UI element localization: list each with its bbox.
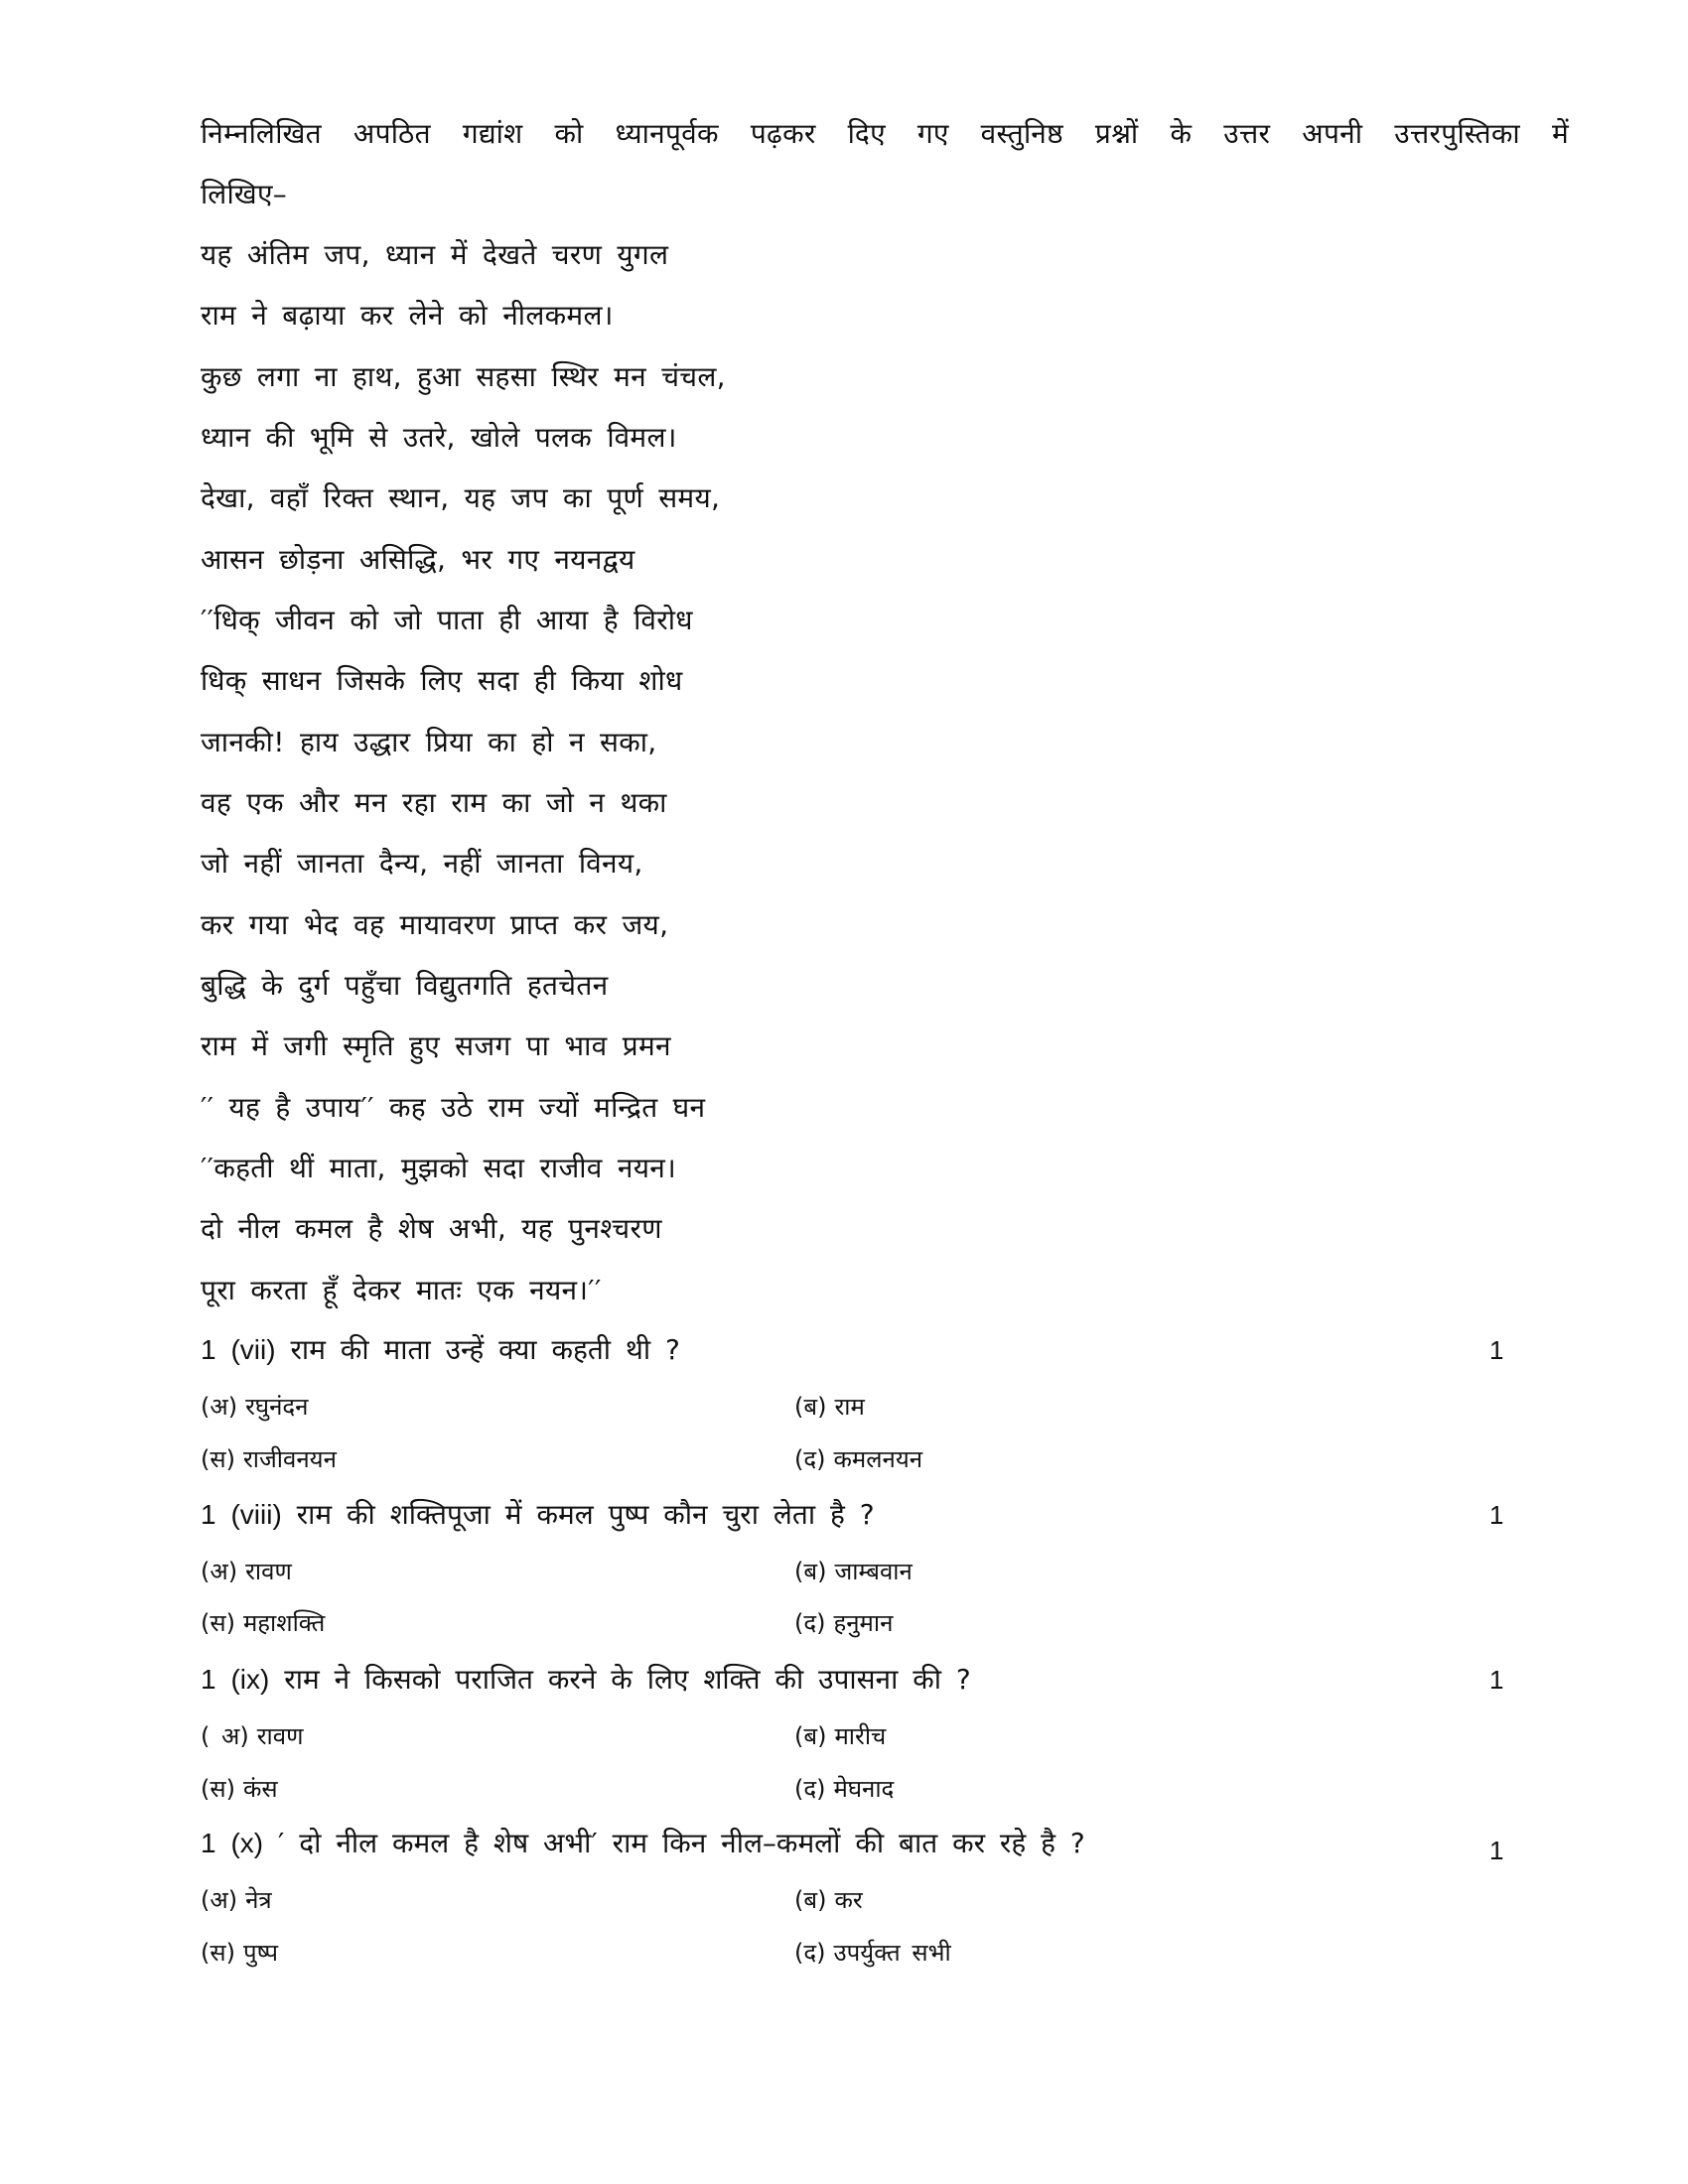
poem-line: ′′कहती थीं माता, मुझको सदा राजीव नयन। <box>201 1152 677 1184</box>
question-label: राम की माता उन्हें क्या कहती थी ? <box>290 1333 680 1366</box>
option-text: महाशक्ति <box>242 1609 326 1637</box>
option-c <box>201 1606 325 1640</box>
option-text: राम <box>834 1393 865 1421</box>
option-label: (स) <box>201 1445 235 1473</box>
option-b <box>794 1390 865 1424</box>
option-text: मारीच <box>834 1722 887 1750</box>
instruction-line-1: निम्नलिखित अपठित गद्यांश को ध्यानपूर्वक पढ़कर दिए गए वस्तुनिष्ठ प्रश्नों के उत्तर अपनी उत्तरपुस्तिका में <box>201 117 1569 150</box>
poem-line: आसन छोड़ना असिद्धि, भर गए नयनद्वय <box>201 543 635 576</box>
poem-line: जानकी! हाय उद्धार प्रिया का हो न सका, <box>201 726 657 758</box>
poem-line: राम में जगी स्मृति हुए सजग पा भाव प्रमन <box>201 1029 671 1062</box>
question-number: 1 <box>201 1664 216 1695</box>
option-d <box>794 1442 922 1476</box>
poem-line: पूरा करता हूँ देकर मातः एक नयन।′′ <box>201 1274 602 1306</box>
poem-line: दो नील कमल है शेष अभी, यह पुनश्चरण <box>201 1212 662 1245</box>
question-label: राम की शक्तिपूजा में कमल पुष्प कौन चुरा लेता है ? <box>296 1498 875 1531</box>
question-roman: (x) <box>230 1828 264 1858</box>
question-text <box>201 1330 680 1370</box>
question-text <box>201 1824 1085 1863</box>
question-marks: 1 <box>1489 1500 1504 1530</box>
poem-line: ′′धिक् जीवन को जो पाता ही आया है विरोध <box>201 604 693 636</box>
option-label: (ब) <box>794 1886 827 1914</box>
option-a <box>201 1883 272 1917</box>
question-text <box>201 1495 875 1535</box>
poem-line: यह अंतिम जप, ध्यान में देखते चरण युगल <box>201 238 669 271</box>
poem-line: जो नहीं जानता दैन्य, नहीं जानता विनय, <box>201 847 643 880</box>
option-text: उपर्युक्त सभी <box>833 1939 951 1967</box>
question-roman: (vii) <box>230 1334 276 1365</box>
option-text: नेत्र <box>245 1886 272 1914</box>
poem-line: वह एक और मन रहा राम का जो न थका <box>201 786 667 819</box>
option-label: (द) <box>794 1609 826 1637</box>
option-text: राजीवनयन <box>242 1445 337 1473</box>
question-text <box>201 1660 971 1700</box>
option-d <box>794 1606 893 1640</box>
option-text: पुष्प <box>242 1939 278 1967</box>
question-number: 1 <box>201 1334 216 1365</box>
option-c <box>201 1442 337 1476</box>
option-label: (ब) <box>794 1558 827 1585</box>
option-label: (ब) <box>794 1722 827 1750</box>
option-b <box>794 1555 913 1588</box>
option-d <box>794 1772 894 1806</box>
option-text: जाम्बवान <box>834 1558 913 1585</box>
poem-line: बुद्धि के दुर्ग पहुँचा विद्युतगति हतचेतन <box>201 969 609 1002</box>
option-text: रावण <box>245 1558 292 1585</box>
poem-line: ध्यान की भूमि से उतरे, खोले पलक विमल। <box>201 421 677 454</box>
option-a <box>201 1719 303 1753</box>
poem-line: राम ने बढ़ाया कर लेने को नीलकमल। <box>201 299 614 332</box>
option-b <box>794 1883 863 1917</box>
option-label: (द) <box>794 1939 826 1967</box>
option-label: (द) <box>794 1775 826 1803</box>
question-roman: (ix) <box>230 1664 270 1695</box>
option-text: कमलनयन <box>833 1445 923 1473</box>
option-text: हनुमान <box>833 1609 894 1637</box>
question-marks: 1 <box>1489 1836 1504 1865</box>
option-label: (स) <box>201 1775 235 1803</box>
instruction-line-2: लिखिए– <box>201 178 288 210</box>
poem-line: धिक् साधन जिसके लिए सदा ही किया शोध <box>201 664 683 697</box>
question-roman: (viii) <box>230 1499 282 1530</box>
question-number: 1 <box>201 1828 216 1858</box>
option-label: (द) <box>794 1445 826 1473</box>
option-text: रघुनंदन <box>245 1393 309 1421</box>
option-label: (ब) <box>794 1393 827 1421</box>
poem-line: देखा, वहाँ रिक्त स्थान, यह जप का पूर्ण समय, <box>201 481 721 514</box>
poem-line: ′′ यह है उपाय′′ कह उठे राम ज्यों मन्द्रित घन <box>201 1091 706 1124</box>
option-d <box>794 1936 951 1970</box>
option-c <box>201 1772 278 1806</box>
question-label: ′ दो नील कमल है शेष अभी′ राम किन नील–कमलों की बात कर रहे है ? <box>278 1827 1085 1859</box>
poem-line: कर गया भेद वह मायावरण प्राप्त कर जय, <box>201 908 669 941</box>
question-marks: 1 <box>1489 1335 1504 1365</box>
option-label: (अ) <box>201 1886 238 1914</box>
question-number: 1 <box>201 1499 216 1530</box>
option-label: (स) <box>201 1609 235 1637</box>
option-label: (अ) <box>201 1558 238 1585</box>
question-label: राम ने किसको पराजित करने के लिए शक्ति की उपासना की ? <box>284 1663 971 1696</box>
option-a <box>201 1390 308 1424</box>
option-text: रावण <box>256 1722 304 1750</box>
option-label: ( अ) <box>201 1722 249 1750</box>
option-a <box>201 1555 292 1588</box>
poem-line: कुछ लगा ना हाथ, हुआ सहसा स्थिर मन चंचल, <box>201 360 726 393</box>
option-c <box>201 1936 278 1970</box>
option-text: कंस <box>242 1775 278 1803</box>
question-marks: 1 <box>1489 1665 1504 1695</box>
option-b <box>794 1719 886 1753</box>
option-text: मेघनाद <box>833 1775 895 1803</box>
option-label: (स) <box>201 1939 235 1967</box>
option-text: कर <box>834 1886 863 1914</box>
option-label: (अ) <box>201 1393 238 1421</box>
